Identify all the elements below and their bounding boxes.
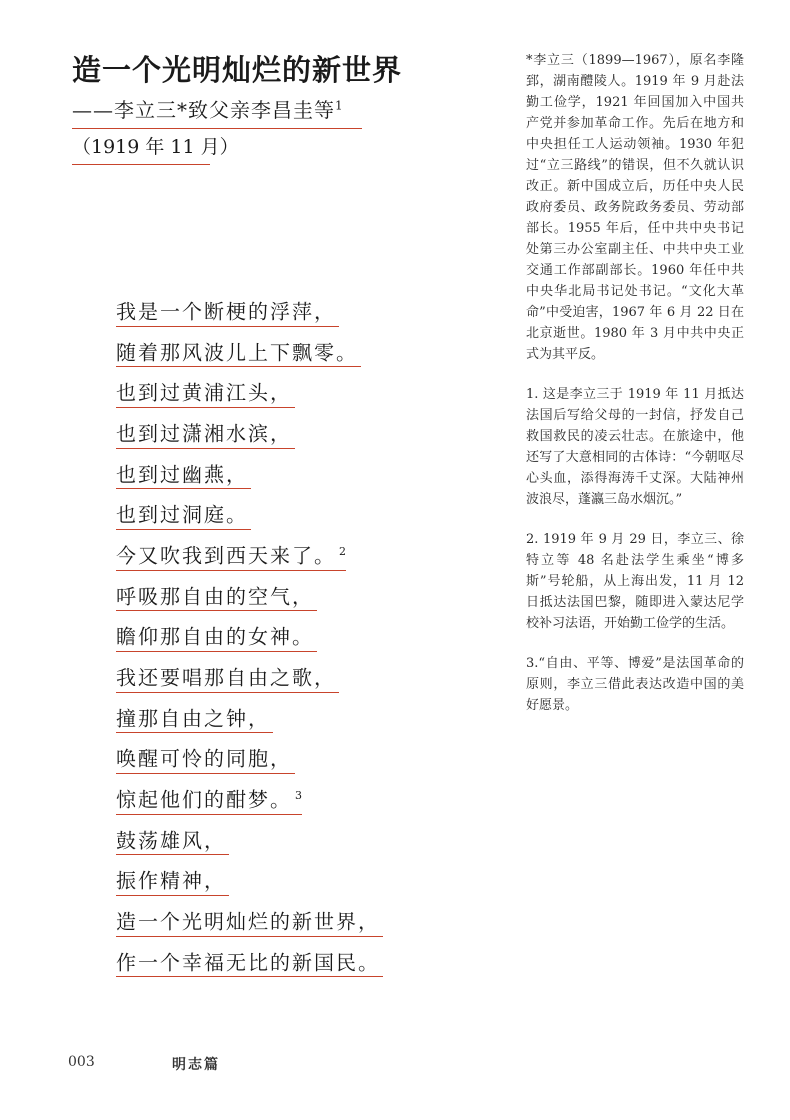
poem-line	[116, 538, 346, 571]
poem-line-text: 唤醒可怜的同胞，	[116, 746, 292, 771]
poem-line	[116, 619, 317, 652]
page-title: 造一个光明灿烂的新世界	[72, 53, 403, 87]
poem-line	[116, 863, 229, 896]
poem-line	[116, 741, 295, 774]
poem-line-text: 造一个光明灿烂的新世界，	[116, 909, 380, 934]
poem-line	[116, 904, 383, 937]
subtitle-footnote-marker: 1	[335, 98, 344, 113]
poem-line-text: 我是一个断梗的浮萍，	[116, 299, 336, 324]
footnote-marker: 3	[295, 788, 302, 802]
poem-line-text: 作一个幸福无比的新国民。	[116, 950, 380, 975]
letter-subtitle	[72, 94, 362, 129]
poem-line	[116, 823, 229, 856]
poem-line	[116, 416, 295, 449]
poem-line-text: 我还要唱那自由之歌，	[116, 665, 336, 690]
footnote-2: 2. 1919 年 9 月 29 日，李立三、徐特立等 48 名赴法学生乘坐“博多斯”号轮船，从上海出发，11 月 12 日抵达法国巴黎，随即进入蒙达尼学校补习法语，开始勤工俭学的生活。	[526, 532, 744, 631]
poem-line	[116, 579, 317, 612]
poem-line-text: 今又吹我到西天来了。	[116, 543, 336, 568]
poem-line-text: 也到过洞庭。	[116, 502, 248, 527]
poem-line	[116, 701, 273, 734]
letter-date: （1919 年 11 月）	[72, 132, 210, 165]
poem-line-text: 瞻仰那自由的女神。	[116, 624, 314, 649]
poem-line-text: 振作精神，	[116, 868, 226, 893]
footnote-1: 1. 这是李立三于 1919 年 11 月抵达法国后写给父母的一封信，抒发自己救国救民的凌云壮志。在旅途中，他还写了大意相同的古体诗：“今朝呕尽心头血，添得海涛千丈深。大陆神州波浪尽，蓬瀛三岛水烟沉。”	[526, 387, 744, 507]
poem-line-text: 鼓荡雄风，	[116, 828, 226, 853]
poem-line	[116, 497, 251, 530]
footnote-3: 3.“自由、平等、博爱”是法国革命的原则，李立三借此表达改造中国的美好愿景。	[526, 656, 744, 713]
poem-line-text: 也到过黄浦江头，	[116, 380, 292, 405]
poem-line-text: 随着那风波儿上下飘零。	[116, 340, 358, 365]
section-label: 明志篇	[172, 1057, 220, 1073]
poem-body	[116, 294, 383, 985]
poem-line	[116, 782, 302, 815]
poem-line	[116, 335, 361, 368]
poem-line-text: 呼吸那自由的空气，	[116, 584, 314, 609]
poem-line	[116, 294, 339, 327]
poem-line-text: 也到过潇湘水滨，	[116, 421, 292, 446]
author-bio-note: *李立三（1899—1967），原名李隆郅，湖南醴陵人。1919 年 9 月赴法勤工俭学，1921 年回国加入中国共产党并参加革命工作。先后在地方和中央担任工人运动领袖。1930 年犯过“立三路线”的错误，但不久就认识改正。新中国成立后，历任中央人民政府委员、政务院政务委员、劳动部部长。1955 年后，任中共中央书记处第三办公室副主任、中共中央工业交通工作部副部长。1960 年任中共中央华北局书记处书记。“文化大革命”中受迫害，1967 年 6 月 22 日在北京逝世。1980 年 3 月中共中央正式为其平反。	[526, 53, 744, 362]
footnotes-column	[526, 50, 744, 735]
poem-line-text: 也到过幽燕，	[116, 462, 248, 487]
subtitle-text: ——李立三*致父亲李昌圭等	[72, 98, 335, 122]
poem-line	[116, 375, 295, 408]
poem-line-text: 撞那自由之钟，	[116, 706, 270, 731]
page-number: 003	[68, 1054, 95, 1070]
poem-line	[116, 660, 339, 693]
footnote-marker: 2	[339, 544, 346, 558]
poem-line	[116, 945, 383, 978]
poem-line-text: 惊起他们的酣梦。	[116, 787, 292, 812]
poem-line	[116, 457, 251, 490]
